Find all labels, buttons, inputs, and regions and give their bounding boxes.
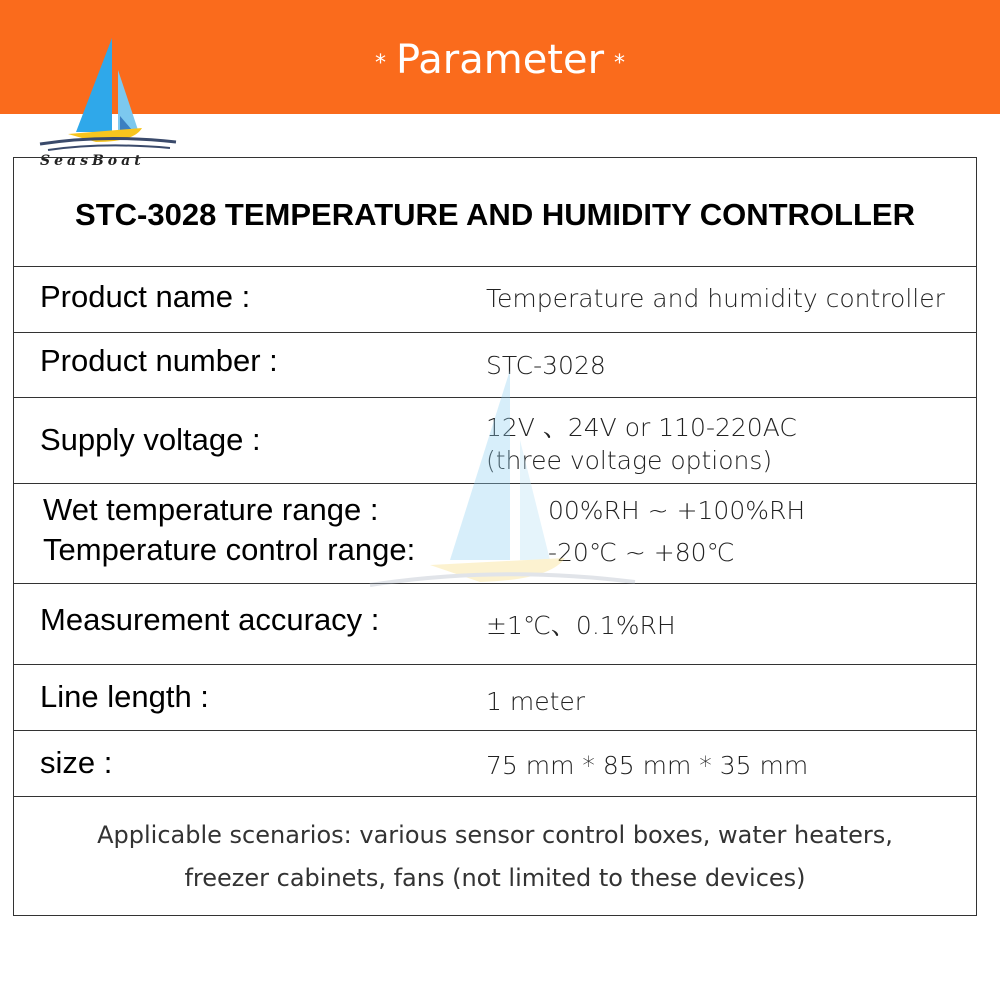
table-row bbox=[14, 267, 976, 333]
table-row bbox=[14, 731, 976, 797]
row-value: 1 meter bbox=[486, 687, 586, 716]
row-label-line2: Temperature control range: bbox=[43, 532, 416, 567]
row-label: Measurement accuracy : bbox=[40, 602, 380, 637]
banner-title-text: Parameter bbox=[395, 37, 605, 83]
row-label: size : bbox=[40, 745, 113, 780]
table-heading: STC-3028 TEMPERATURE AND HUMIDITY CONTROLLER bbox=[75, 196, 915, 232]
row-label: Supply voltage : bbox=[40, 422, 261, 457]
footer-line1: Applicable scenarios: various sensor control boxes, water heaters, bbox=[97, 821, 893, 849]
parameter-table bbox=[13, 157, 977, 916]
row-value-line1: 00%RH ~ +100%RH bbox=[548, 496, 806, 525]
table-row bbox=[14, 398, 976, 484]
row-value: Temperature and humidity controller bbox=[486, 284, 945, 313]
row-label: Product number : bbox=[40, 343, 278, 378]
row-value-line1: 12V 、24V or 110-220AC bbox=[486, 413, 797, 442]
table-row bbox=[14, 584, 976, 665]
table-row bbox=[14, 333, 976, 398]
footer-line2: freezer cabinets, fans (not limited to these devices) bbox=[184, 864, 806, 892]
table-row bbox=[14, 665, 976, 731]
logo-text: SeasBoat bbox=[40, 153, 145, 169]
star-left-icon: * bbox=[374, 50, 386, 76]
table-row bbox=[14, 484, 976, 584]
row-value-line2: (three voltage options) bbox=[486, 446, 773, 475]
row-label: Line length : bbox=[40, 679, 209, 714]
applicable-scenarios bbox=[14, 797, 976, 917]
row-value: ±1℃、0.1%RH bbox=[486, 611, 676, 640]
row-label-line1: Wet temperature range : bbox=[43, 492, 379, 527]
row-value: STC-3028 bbox=[486, 351, 606, 380]
row-value: 75 mm * 85 mm * 35 mm bbox=[486, 751, 809, 780]
star-right-icon: * bbox=[614, 50, 626, 76]
row-label: Product name : bbox=[40, 279, 251, 314]
row-value-line2: -20℃ ~ +80℃ bbox=[548, 538, 735, 567]
